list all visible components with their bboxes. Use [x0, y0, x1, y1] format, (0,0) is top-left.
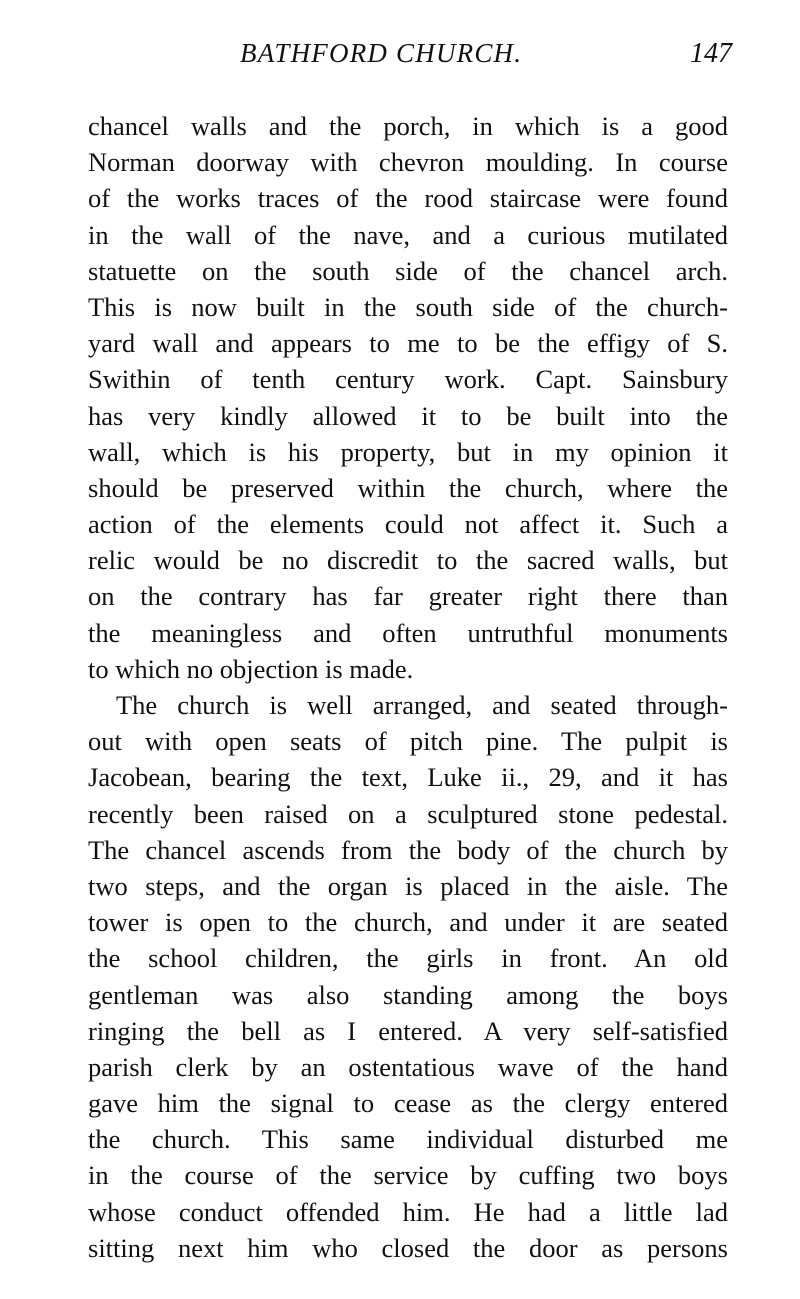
text-line: statuette on the south side of the chancel arch. — [88, 255, 728, 286]
text-line: out with open seats of pitch pine. The pulpit is — [88, 726, 728, 757]
text-line: the church. This same individual disturbed me — [88, 1124, 728, 1155]
text-line: to which no objection is made. — [88, 653, 414, 684]
text-line: whose conduct offended him. He had a little lad — [88, 1196, 728, 1227]
running-head: BATHFORD CHURCH. — [240, 38, 523, 68]
text-line: wall, which is his property, but in my opinion it — [88, 436, 728, 467]
text-line: sitting next him who closed the door as persons — [88, 1232, 728, 1263]
text-line: relic would be no discredit to the sacred walls, but — [88, 545, 728, 576]
text-line: gave him the signal to cease as the clergy entered — [88, 1088, 728, 1119]
text-line: has very kindly allowed it to be built into the — [88, 400, 728, 431]
text-line: tower is open to the church, and under it are seated — [88, 907, 728, 938]
text-line: Norman doorway with chevron moulding. In course — [88, 147, 728, 178]
text-line: parish clerk by an ostentatious wave of the hand — [88, 1051, 728, 1082]
text-line: ringing the bell as I entered. A very self-satisfied — [88, 1015, 728, 1046]
text-line: of the works traces of the rood staircase were found — [88, 183, 728, 214]
text-line: This is now built in the south side of the church- — [88, 291, 728, 322]
text-line: chancel walls and the porch, in which is a good — [88, 111, 728, 141]
paragraph — [88, 687, 728, 1266]
text-line: Swithin of tenth century work. Capt. Sainsbury — [88, 364, 728, 395]
text-line: action of the elements could not affect it. Such a — [88, 509, 728, 540]
text-line: The church is well arranged, and seated through- — [116, 690, 728, 720]
text-line: recently been raised on a sculptured stone pedestal. — [88, 798, 728, 829]
text-line: The chancel ascends from the body of the church by — [88, 834, 728, 865]
page-header — [88, 38, 740, 78]
body-text — [88, 108, 728, 1266]
paragraph — [88, 108, 728, 687]
text-line: should be preserved within the church, where the — [88, 472, 728, 503]
text-line: in the course of the service by cuffing two boys — [88, 1160, 728, 1191]
text-line: two steps, and the organ is placed in the aisle. The — [88, 870, 728, 901]
text-line: yard wall and appears to me to be the effigy of S. — [88, 328, 728, 359]
text-line: gentleman was also standing among the boys — [88, 979, 728, 1010]
text-line: the school children, the girls in front. An old — [88, 943, 728, 974]
text-line: in the wall of the nave, and a curious mutilated — [88, 219, 728, 250]
text-line: on the contrary has far greater right there than — [88, 581, 728, 612]
text-line: the meaningless and often untruthful monuments — [88, 617, 728, 648]
page-number: 147 — [690, 38, 732, 69]
text-line: Jacobean, bearing the text, Luke ii., 29, and it has — [88, 762, 728, 793]
